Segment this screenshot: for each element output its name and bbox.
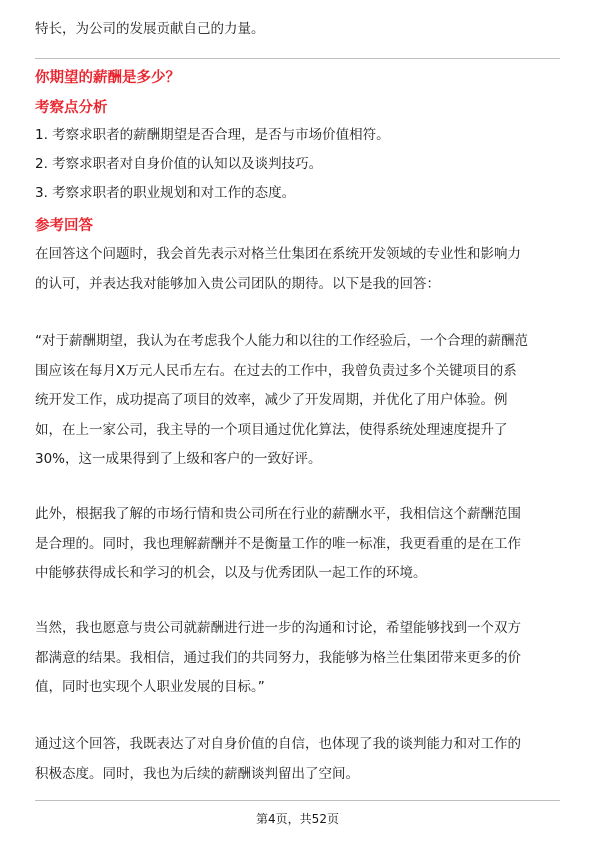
paragraph-line: 值，同时也实现个人职业发展的目标。” [35, 679, 265, 695]
paragraph-line: 围应该在每月X万元人民币左右。在过去的工作中，我曾负责过多个关键项目的系 [35, 362, 517, 379]
page-number: 第4页，共52页 [256, 812, 339, 826]
paragraph-line: 通过这个回答，我既表达了对自身价值的自信，也体现了我的谈判能力和对工作的 [35, 736, 521, 752]
bottom-divider [35, 800, 560, 801]
summary-paragraph [35, 730, 560, 789]
answer-paragraph [35, 327, 560, 475]
analysis-point: 2. 考察求职者对自身价值的认知以及谈判技巧。 [35, 156, 323, 172]
intro-line: 特长，为公司的发展贡献自己的力量。 [35, 21, 265, 37]
analysis-point: 1. 考察求职者的薪酬期望是否合理，是否与市场价值相符。 [35, 127, 390, 143]
paragraph-line: 如，在上一家公司，我主导的一个项目通过优化算法，使得系统处理速度提升了 [35, 421, 508, 438]
paragraph-line: 此外，根据我了解的市场行情和贵公司所在行业的薪酬水平，我相信这个薪酬范围 [35, 506, 521, 522]
question-title: 你期望的薪酬是多少？ [35, 70, 180, 86]
answer-paragraph [35, 614, 560, 703]
paragraph-line: 的认可，并表达我对能够加入贵公司团队的期待。以下是我的回答： [35, 275, 440, 292]
analysis-heading: 考察点分析 [35, 100, 108, 116]
answer-heading: 参考回答 [35, 218, 93, 234]
paragraph-line: “对于薪酬期望，我认为在考虑我个人能力和以往的工作经验后，一个合理的薪酬范 [35, 333, 528, 349]
paragraph-line: 是合理的。同时，我也理解薪酬并不是衡量工作的唯一标准，我更看重的是在工作 [35, 535, 521, 552]
analysis-point: 3. 考察求职者的职业规划和对工作的态度。 [35, 185, 296, 201]
paragraph-line: 都满意的结果。我相信，通过我们的共同努力，我能够为格兰仕集团带来更多的价 [35, 649, 521, 666]
paragraph-line: 中能够获得成长和学习的机会，以及与优秀团队一起工作的环境。 [35, 565, 427, 581]
answer-paragraph [35, 500, 560, 589]
paragraph-line: 积极态度。同时，我也为后续的薪酬谈判留出了空间。 [35, 765, 359, 782]
paragraph-line: 30%，这一成果得到了上级和客户的一致好评。 [35, 451, 322, 467]
top-divider [35, 58, 560, 59]
paragraph-line: 统开发工作，成功提高了项目的效率，减少了开发周期，并优化了用户体验。例 [35, 392, 508, 408]
answer-paragraph [35, 240, 560, 299]
paragraph-line: 当然，我也愿意与贵公司就薪酬进行进一步的沟通和讨论，希望能够找到一个双方 [35, 620, 521, 636]
paragraph-line: 在回答这个问题时，我会首先表示对格兰仕集团在系统开发领域的专业性和影响力 [35, 246, 521, 262]
